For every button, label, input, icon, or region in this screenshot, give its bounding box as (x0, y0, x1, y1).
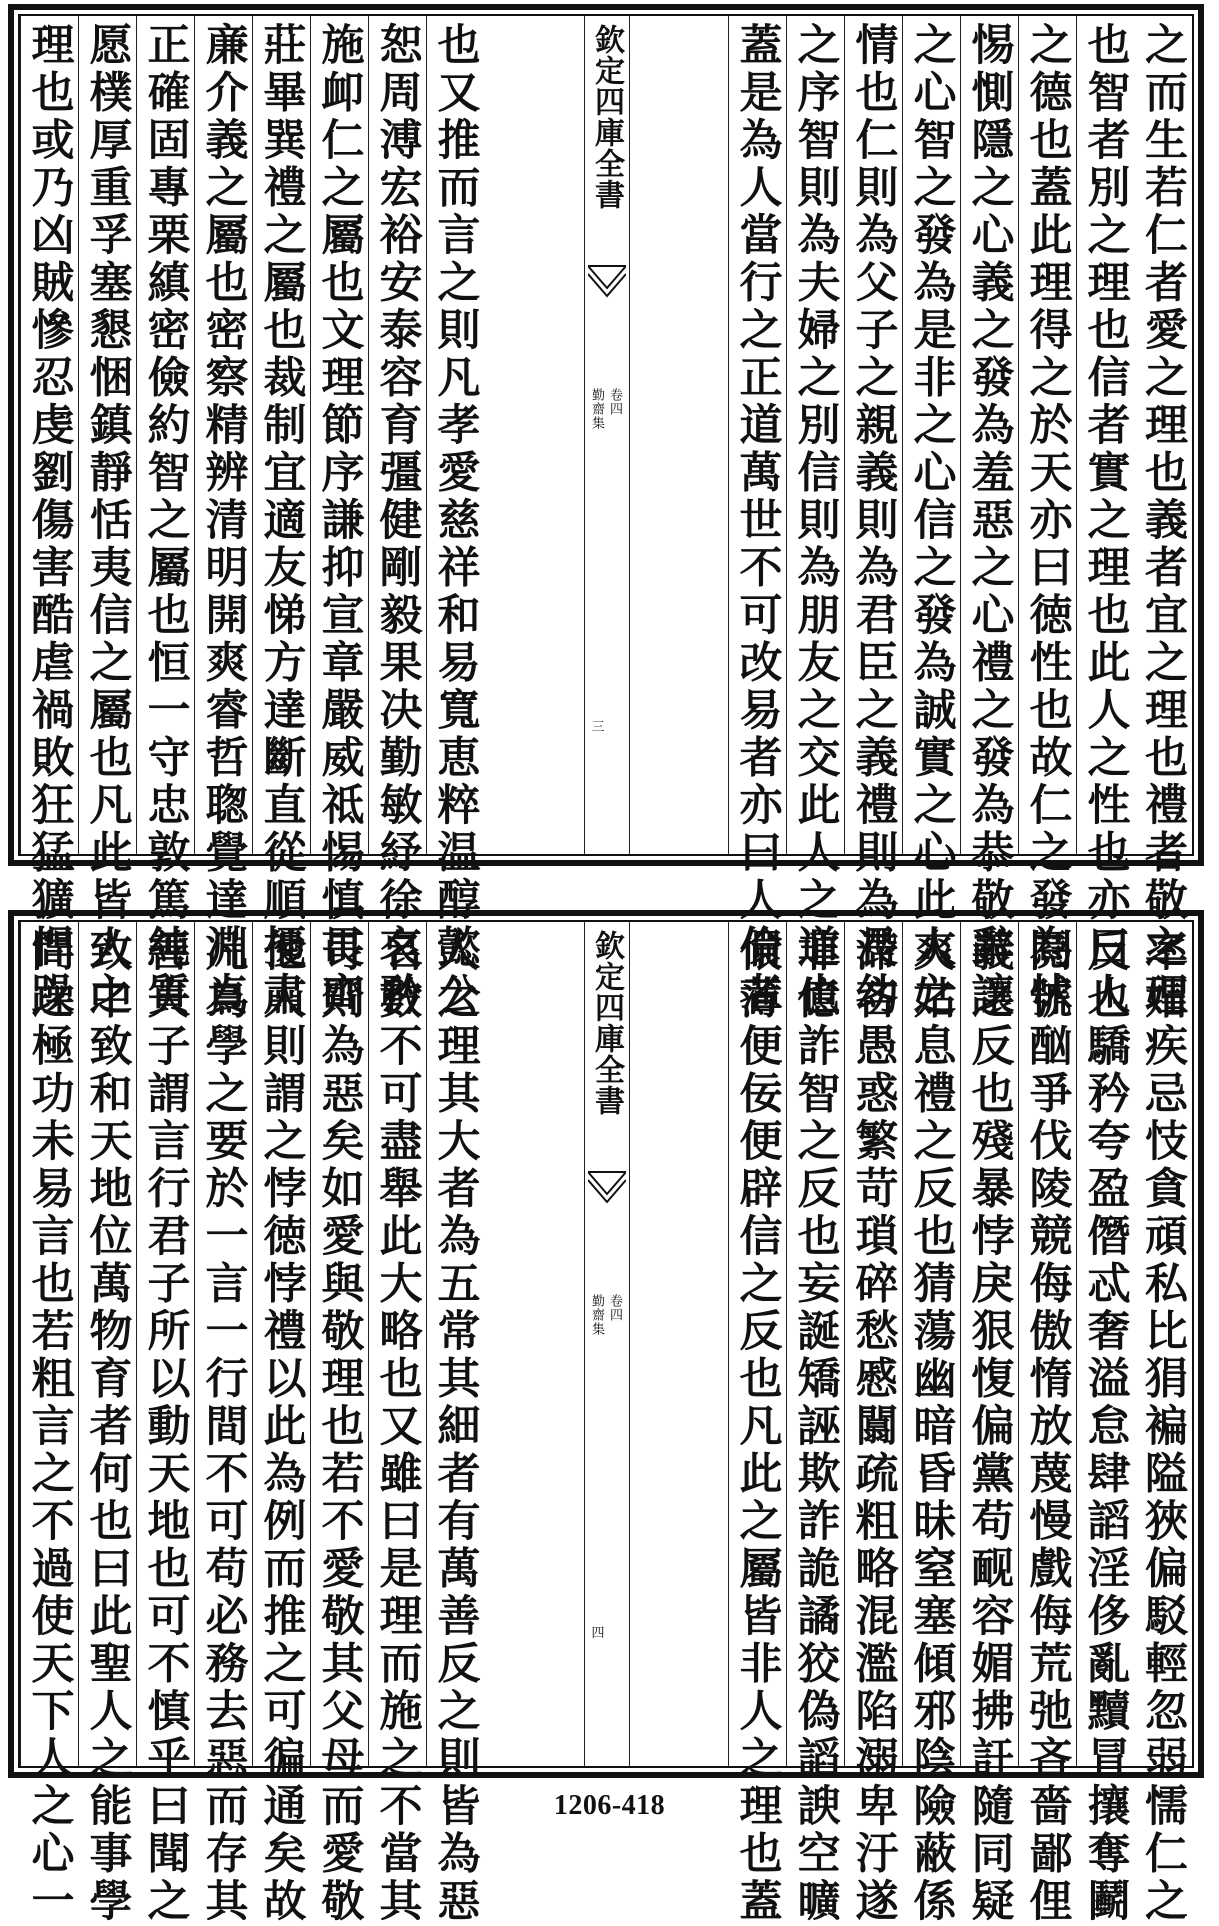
text-column (960, 922, 1018, 1926)
book-title (589, 388, 603, 430)
text-column (1018, 922, 1076, 1926)
top-page-frame (18, 14, 1194, 1020)
column-text: 人之理其大者為五常其細者有萬善反之則皆為惡 (430, 928, 481, 1926)
fish-tail-ornament-icon (588, 262, 626, 302)
text-column (960, 16, 1018, 1020)
text-column (426, 16, 484, 1020)
text-column (1018, 16, 1076, 1020)
book-title (589, 1294, 603, 1336)
column-text: 之心智之發為是非之心信之發為誠實之心此人之 (906, 22, 957, 1020)
text-column (252, 16, 310, 1020)
text-column (194, 922, 252, 1926)
book-title-text: 勤齋集 (589, 1294, 604, 1336)
column-text: 名數不可盡舉此大略也又雖曰是理而施之不當其 (372, 928, 423, 1926)
column-text: 凡為學之要於一言一行間不可苟必務去惡而存其 (198, 928, 249, 1926)
column-text: 愿樸厚重孚塞懇悃鎮靜恬夷信之屬也凡此皆人之 (82, 22, 133, 1020)
text-column (786, 922, 844, 1926)
column-text: 蓋是為人當行之正道萬世不可改易者亦曰人倫者 (732, 22, 783, 1020)
text-column (1076, 16, 1134, 1020)
text-column (20, 16, 78, 1020)
column-text: 莊畢巽禮之屬也裁制宜適友悌方達斷直從順擾肅 (256, 22, 307, 1020)
column-text: 儇薄便佞便辟信之反也凡此之屬皆非人之理也蓋 (732, 928, 783, 1926)
text-column (728, 16, 786, 1020)
column-text: 問之極功未易言也若粗言之不過使天下人之心一 (24, 928, 75, 1926)
column-text: 之而生若仁者愛之理也義者宜之理也禮者敬之理 (1138, 22, 1188, 1020)
book-title-text: 勤齋集 (589, 388, 604, 430)
text-column (728, 922, 786, 1926)
text-column (1134, 922, 1192, 1926)
text-column (310, 16, 368, 1020)
text-column (368, 922, 426, 1926)
text-column (136, 922, 194, 1926)
volume-label: 卷四 (607, 388, 622, 416)
page-number: 四 (591, 1626, 605, 1641)
catalog-number: 1206-418 (553, 1790, 666, 1821)
text-column (844, 922, 902, 1926)
column-text: 也又推而言之則凡孝愛慈祥和易寬恵粹温醇懿公 (430, 22, 481, 1020)
column-text: 致中致和天地位萬物育者何也曰此聖人之能事學 (82, 928, 133, 1926)
top-page (8, 4, 1204, 1020)
text-column (78, 922, 136, 1926)
column-text: 恕周溥宏裕安泰容育彊健剛毅果决勤敏紓徐哀矜 (372, 22, 423, 1020)
column-text: 善夫子謂言行君子所以動天地也可不慎乎曰聞之 (140, 928, 191, 1926)
text-column (426, 922, 484, 1926)
column-text: 可則為惡矣如愛與敬理也若不愛敬其父母而愛敬 (314, 928, 365, 1926)
column-text: 他人則謂之悖徳悖禮以此為例而推之可徧通矣故 (256, 928, 307, 1926)
column-text: 亷介義之屬也密察精辨清明開爽睿哲聦覺達淵貞 (198, 22, 249, 1020)
column-text: 理也或乃凶賊慘忍虔劉傷害酷虐禍敗狂猛獷悍躁 (24, 22, 75, 1020)
column-text: 反也驕矜夸盈僭忒奢溢怠肆謟淫侈亂黷冒攘奪鬬 (1080, 928, 1131, 1926)
center-fold (584, 16, 630, 854)
page-number: 三 (591, 720, 605, 735)
column-text: 非億詐智之反也妄誕矯誣欺詐詭譎狡偽謟諛空曠 (790, 928, 841, 1926)
text-column (78, 16, 136, 1020)
fish-tail-ornament-icon (588, 1168, 626, 1208)
column-text: 鬩號酗爭伐陵競侮傲惰放蔑慢戲侮荒弛吝嗇鄙俚 (1022, 928, 1073, 1926)
center-fold (584, 922, 630, 1766)
series-title: 欽定四庫全書 (589, 24, 624, 210)
text-column (310, 922, 368, 1926)
text-column (1134, 16, 1192, 1020)
volume-label: 卷四 (607, 1294, 622, 1322)
column-text: 情也仁則為父子之親義則為君臣之義禮則為長幼 (848, 22, 899, 1020)
column-text: 爽姑息禮之反也猜蕩幽暗昏昧窒塞傾邪陰險蔽係 (906, 928, 957, 1926)
text-column (902, 16, 960, 1020)
text-column (786, 16, 844, 1020)
text-column (1076, 922, 1134, 1926)
column-text: 率媢疾忌忮貪頑私比狷褊隘狹偏駁輕忽弱懦仁之 (1138, 928, 1188, 1926)
text-column (194, 16, 252, 1020)
text-column (368, 16, 426, 1020)
text-column (844, 16, 902, 1020)
column-text: 義之反也殘暴悖戾狠愎偏黨苟䩄容媚拂訐隨同疑 (964, 928, 1015, 1926)
column-text: 施卹仁之屬也文理節序謙抑宣章嚴威祗惕慎畏齊 (314, 22, 365, 1020)
text-column (136, 16, 194, 1020)
column-text: 也智者別之理也信者實之理也此人之性也亦曰人 (1080, 22, 1131, 1020)
column-text: 滯吝愚惑繁苛瑣碎愁慼闒疏粗略混濫陷溺卑汙遂 (848, 928, 899, 1926)
column-text: 之序智則為夫婦之別信則為朋友之交此人之道也 (790, 22, 841, 1020)
text-column (902, 922, 960, 1926)
text-column (20, 922, 78, 1926)
series-title: 欽定四庫全書 (589, 930, 624, 1116)
column-text: 正確固專栗縝密儉約智之屬也恒一守忠敦篤純質 (140, 22, 191, 1020)
text-column (252, 922, 310, 1926)
column-text: 之德也蓋此理得之於天亦曰徳性也故仁之發為怵 (1022, 22, 1073, 1020)
column-text: 惕惻隱之心義之發為羞惡之心禮之發為恭敬辭讓 (964, 22, 1015, 1020)
